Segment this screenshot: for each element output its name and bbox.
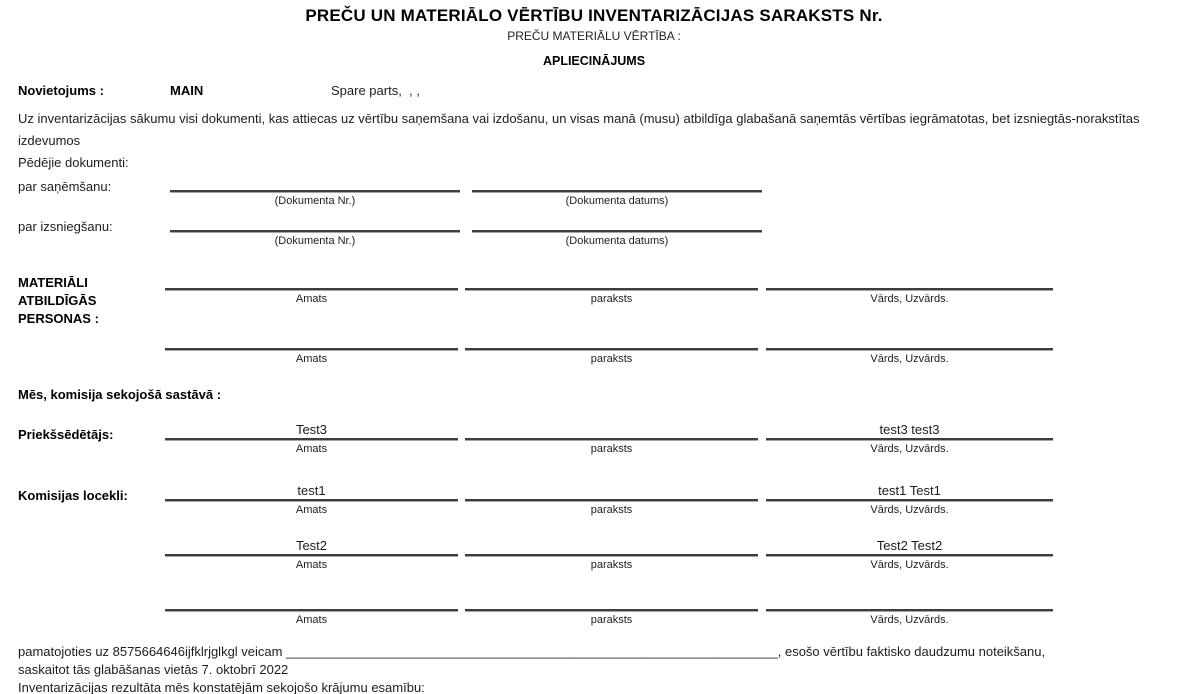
position-field (165, 593, 458, 629)
commission-chairman-row (18, 422, 1170, 458)
members-label: Komisijas locekli: (18, 488, 128, 503)
signature-value (465, 593, 758, 609)
position-field (165, 538, 458, 574)
caption-document-number: (Dokumenta Nr.) (274, 235, 356, 247)
responsible-persons-label-line: MATERIĀLI (18, 275, 88, 290)
document-subtitle: PREČU MATERIĀLU VĒRTĪBA : (507, 29, 681, 43)
caption-signature: paraksts (590, 504, 633, 516)
blank-line: ____________________________________________________________________ (286, 644, 778, 659)
signature-field (465, 348, 758, 368)
responsible-persons-label-line: ATBILDĪGĀS (18, 293, 97, 308)
signature-field (465, 538, 758, 574)
certification-heading: APLIECINĀJUMS (542, 54, 646, 68)
name-field (766, 348, 1053, 368)
issue-row-label: par izsniegšanu: (18, 219, 113, 234)
caption-position: Amats (295, 614, 328, 626)
last-documents-heading: Pēdējie dokumenti: (18, 155, 129, 170)
responsible-persons-label (18, 274, 165, 368)
caption-signature: paraksts (590, 614, 633, 626)
responsible-persons-rows (165, 288, 1053, 368)
document-title: PREČU UN MATERIĀLO VĒRTĪBU INVENTARIZĀCIJAS SARAKSTS Nr. (305, 6, 883, 25)
caption-name-surname: Vārds, Uzvārds. (870, 559, 949, 571)
count-location-line: saskaitot tās glabāšanas vietās 7. oktobrī 2022 (18, 662, 289, 677)
caption-name-surname: Vārds, Uzvārds. (870, 353, 949, 365)
name-field (766, 593, 1053, 629)
position-value (165, 593, 458, 609)
caption-position: Amats (295, 559, 328, 571)
name-field (766, 422, 1053, 458)
chairman-label: Priekšsēdētājs: (18, 427, 114, 442)
caption-document-number: (Dokumenta Nr.) (274, 195, 356, 207)
name-field (766, 288, 1053, 308)
caption-signature: paraksts (590, 559, 633, 571)
signature-value (465, 483, 758, 499)
basis-prefix: pamatojoties uz 8575664646ijfklrjglkgl veicam (18, 644, 287, 659)
signature-field (465, 288, 758, 308)
signature-field (465, 483, 758, 519)
location-label: Novietojums : (18, 83, 104, 98)
caption-position: Amats (295, 353, 328, 365)
responsible-persons-section (18, 274, 1170, 368)
commission-member-row (18, 538, 1170, 574)
responsible-persons-label-line: PERSONAS : (18, 311, 99, 326)
name-value: test3 test3 (879, 422, 940, 437)
document-date-field (472, 190, 762, 210)
commission-member-row (18, 593, 1170, 629)
intro-paragraph: Uz inventarizācijas sākumu visi dokumenti, kas attiecas uz vērtību saņemšana vai izdošanu, un visas manā (musu) atbildīga glabašanā saņemtās vērtības iegrāmatotas, bet izsniegtās-norakstītas izdevumos (18, 111, 1140, 148)
name-field (766, 483, 1053, 519)
signature-value (465, 422, 758, 438)
signature-row (165, 348, 1053, 368)
result-line: Inventarizācijas rezultāta mēs konstatējām sekojošo krājumu esamību: (18, 680, 425, 694)
position-value: test1 (297, 483, 326, 498)
caption-position: Amats (295, 443, 328, 455)
caption-document-date: (Dokumenta datums) (565, 195, 669, 207)
signature-field (465, 593, 758, 629)
caption-name-surname: Vārds, Uzvārds. (870, 614, 949, 626)
caption-signature: paraksts (590, 293, 633, 305)
signature-field (465, 422, 758, 458)
caption-document-date: (Dokumenta datums) (565, 235, 669, 247)
signature-row (165, 288, 1053, 308)
document-number-field (170, 230, 460, 250)
footer-paragraph (18, 643, 1170, 694)
name-value (766, 593, 1053, 609)
caption-name-surname: Vārds, Uzvārds. (870, 293, 949, 305)
position-field (165, 483, 458, 519)
caption-signature: paraksts (590, 443, 633, 455)
name-value: test1 Test1 (878, 483, 941, 498)
caption-position: Amats (295, 504, 328, 516)
commission-heading: Mēs, komisija sekojošā sastāvā : (18, 387, 222, 402)
location-code: MAIN (170, 83, 204, 98)
document-number-field (170, 190, 460, 210)
caption-position: Amats (295, 293, 328, 305)
document-date-field (472, 230, 762, 250)
basis-suffix: , esošo vērtību faktisko daudzumu noteikšanu, (777, 644, 1046, 659)
commission-member-row (18, 483, 1170, 519)
receipt-documents-row (18, 179, 1170, 210)
basis-line (18, 643, 1170, 661)
position-field (165, 422, 458, 458)
receipt-row-label: par saņēmšanu: (18, 179, 112, 194)
position-value: Test2 (295, 538, 328, 553)
issue-documents-row (18, 219, 1170, 250)
signature-value (465, 538, 758, 554)
location-row (18, 83, 1170, 98)
name-field (766, 538, 1053, 574)
name-value: Test2 Test2 (876, 538, 943, 553)
position-field (165, 288, 458, 308)
position-field (165, 348, 458, 368)
caption-signature: paraksts (590, 353, 633, 365)
caption-name-surname: Vārds, Uzvārds. (870, 504, 949, 516)
position-value: Test3 (295, 422, 328, 437)
caption-name-surname: Vārds, Uzvārds. (870, 443, 949, 455)
location-description: Spare parts, , , (331, 83, 420, 98)
